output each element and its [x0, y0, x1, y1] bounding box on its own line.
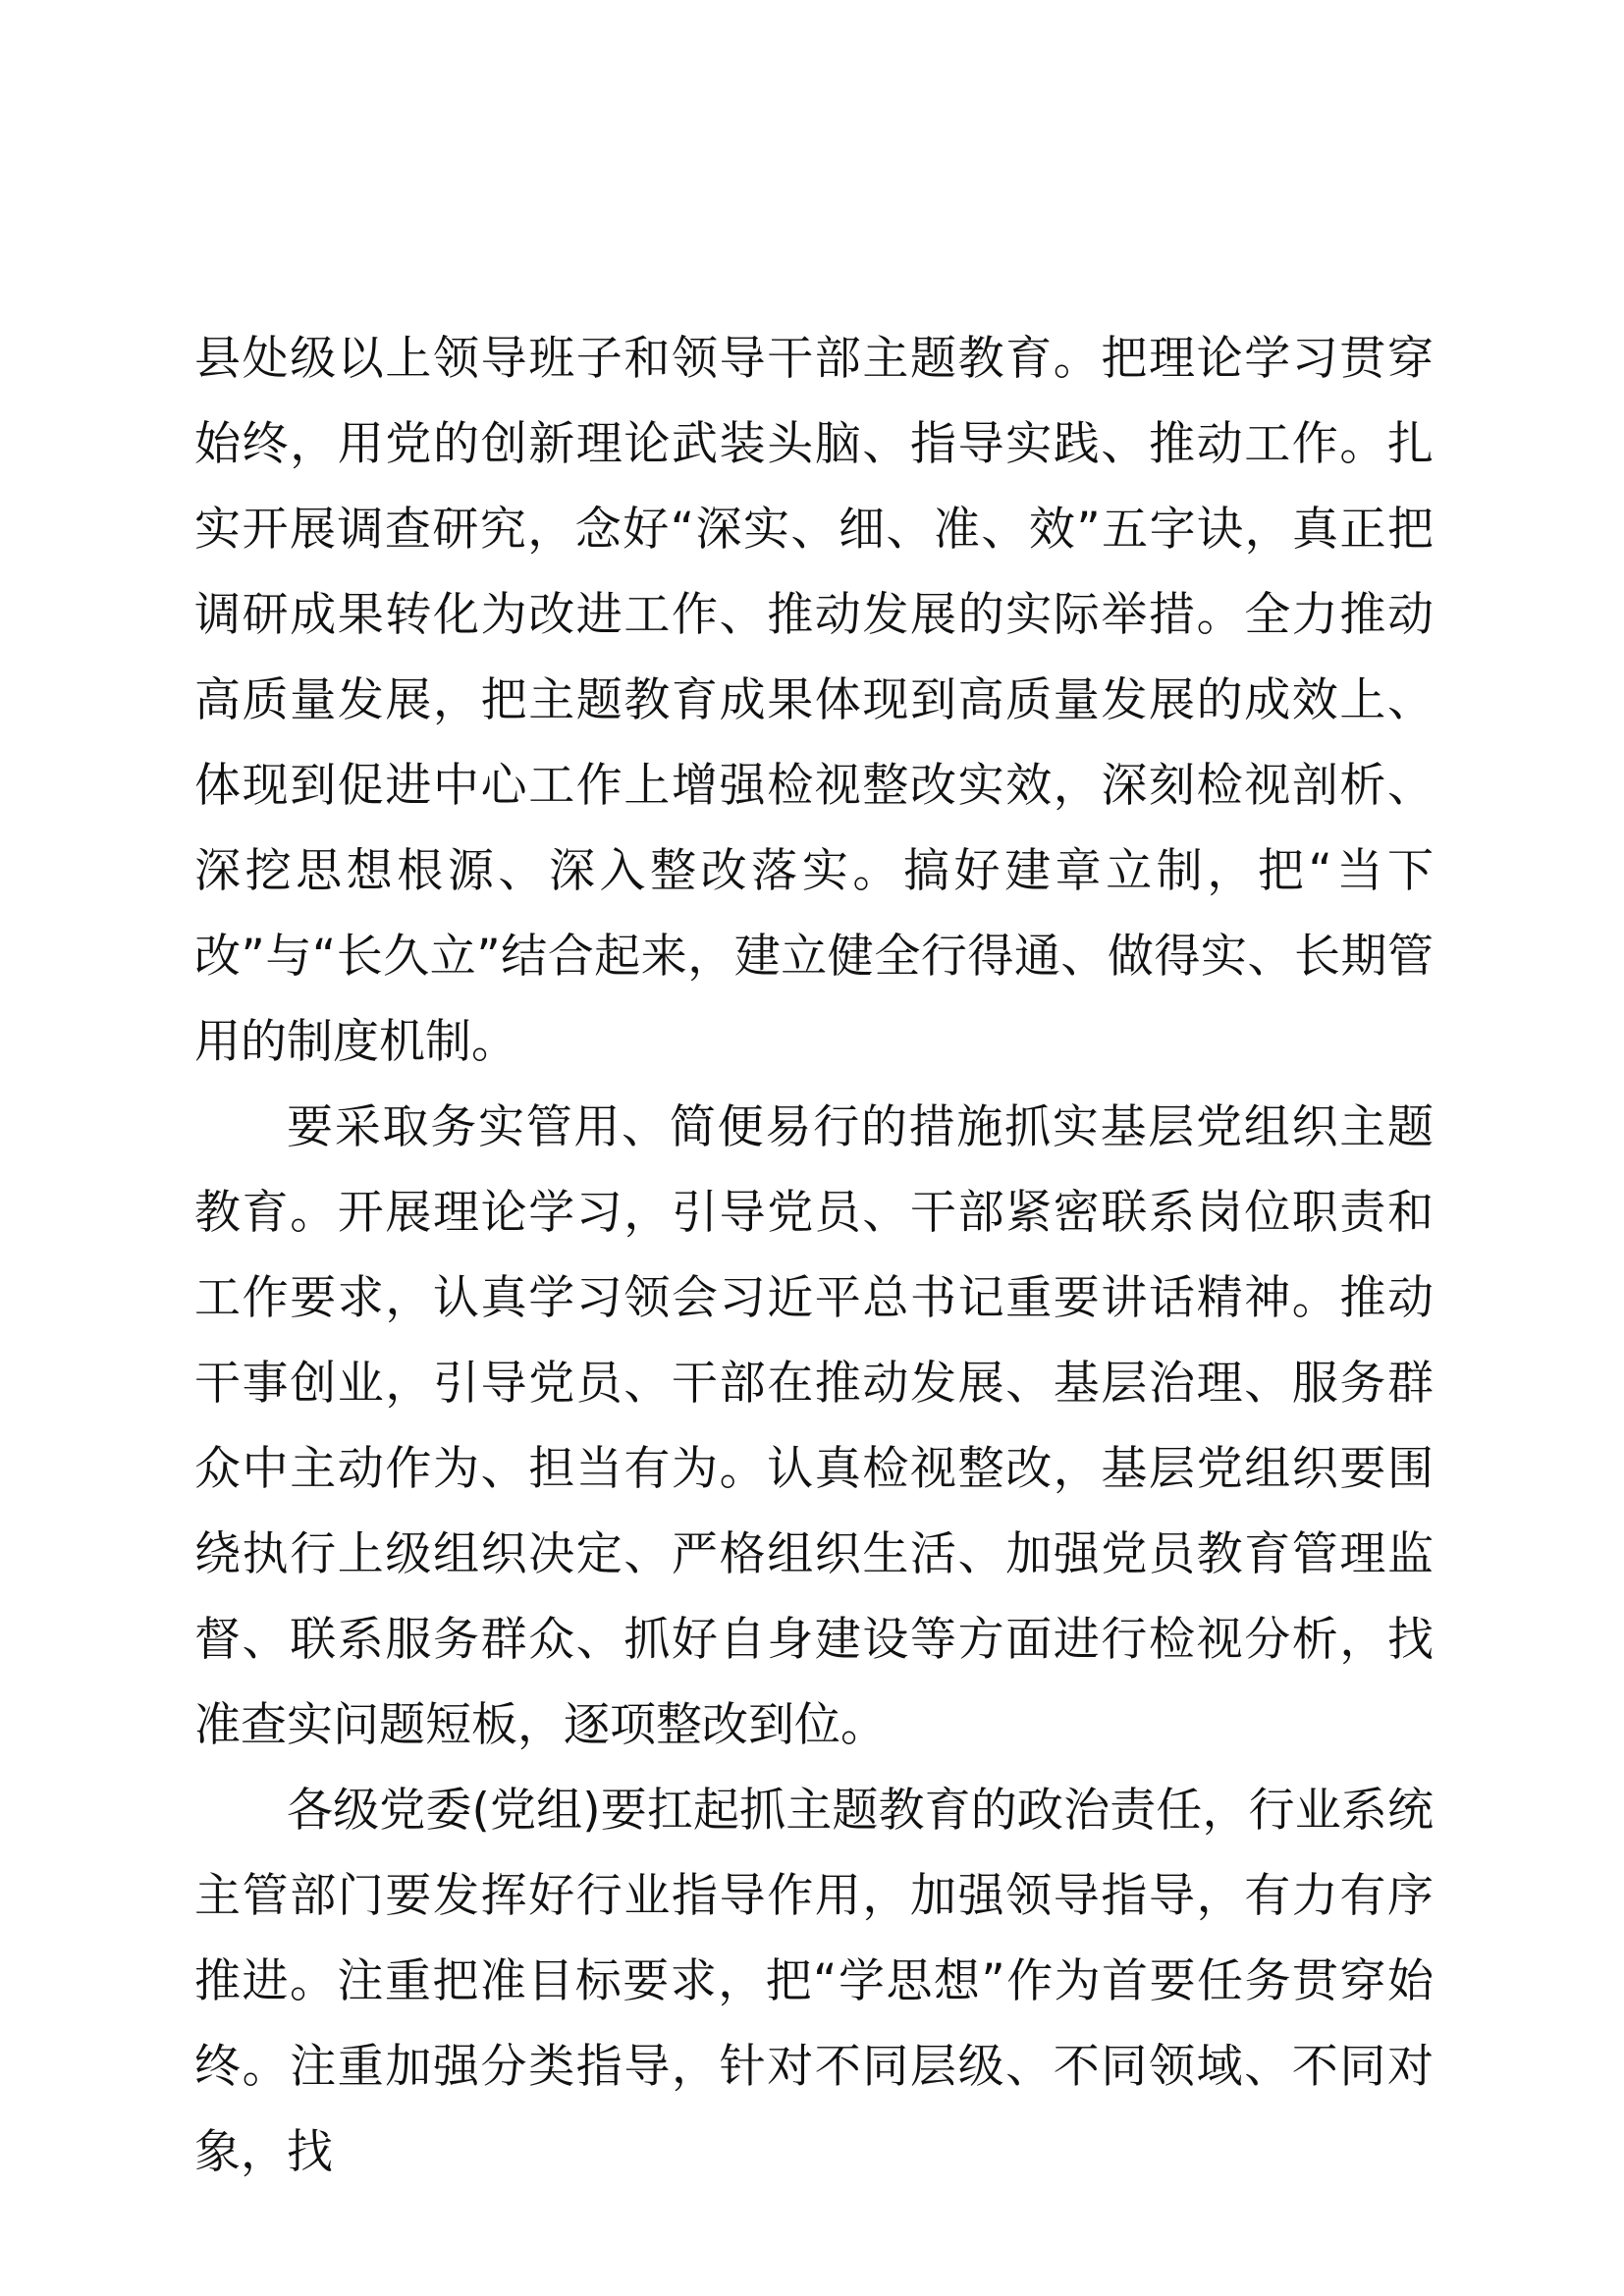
document-body [194, 316, 1434, 2195]
paragraph-party-committee-responsibility: 各级党委(党组)要扛起抓主题教育的政治责任，行业系统主管部门要发挥好行业指导作用，加强领导指导，有力有序推进。注重把准目标要求，把“学思想”作为首要任务贯穿始终。注重加强分类指导，针对不同层级、不同领域、不同对象，找 [194, 1784, 1434, 2179]
paragraph-grassroots-organizations: 要采取务实管用、简便易行的措施抓实基层党组织主题教育。开展理论学习，引导党员、干部紧密联系岗位职责和工作要求，认真学习领会习近平总书记重要讲话精神。推动干事创业，引导党员、干部在推动发展、基层治理、服务群众中主动作为、担当有为。认真检视整改，基层党组织要围绕执行上级组织决定、严格组织生活、加强党员教育管理监督、联系服务群众、抓好自身建设等方面进行检视分析，找准查实问题短板，逐项整改到位。 [194, 1100, 1434, 1752]
paragraph-leadership-education: 县处级以上领导班子和领导干部主题教育。把理论学习贯穿始终，用党的创新理论武装头脑、指导实践、推动工作。扎实开展调查研究，念好“深实、细、准、效”五字诀，真正把调研成果转化为改进工作、推动发展的实际举措。全力推动高质量发展，把主题教育成果体现到高质量发展的成效上、体现到促进中心工作上增强检视整改实效，深刻检视剖析、深挖思想根源、深入整改落实。搞好建章立制，把“当下改”与“长久立”结合起来，建立健全行得通、做得实、长期管用的制度机制。 [194, 332, 1434, 1069]
